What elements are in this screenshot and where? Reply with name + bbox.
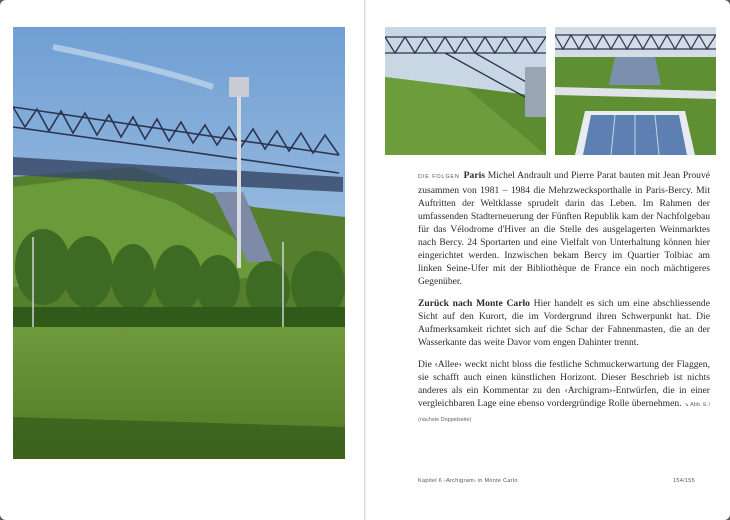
section-kicker: DIE FOLGEN [418,174,460,180]
bercy-photo-skylight [555,27,716,155]
article-text [418,169,710,436]
bercy-photo-main [13,27,345,459]
paragraph-body: Hier handelt es sich um eine abschliessende Sicht auf den Kurort, die im Vordergrund ihren Schwerpunkt hat. Die Aufmerksamkeit richtet sich auf die Schar der Fahnenmasten, die an der Wasserkante das weite Davor vom engen Dahinter trennt. [418,298,710,348]
paragraph-lead: Paris [463,170,485,181]
bercy-photo-truss [385,27,546,155]
paragraph-allee [418,358,710,427]
page-numbers: 154/155 [673,478,695,484]
figure-reference: ↘ Abb. E / (nächste Doppelseite) [418,402,710,423]
paragraph-paris [418,169,710,288]
chapter-footer: Kapitel 6 ‹Archigram› in Monte Carlo [418,478,518,484]
paragraph-body: Die ‹Allee› weckt nicht bloss die festliche Schmuckerwartung der Flaggen, sie schafft auch einen künstlichen Horizont. Dieser Beschrieb ist nichts anderes als ein Kommentar zu den ‹Archigram›-Entwürfen, die in einer vergleichbaren Lage eine ebenso vordergründige Rolle übernehmen. [418,359,710,409]
paragraph-body: Michel Andrault und Pierre Parat bauten mit Jean Prouvé zusammen von 1981 – 1984 die Mehrzwecksporthalle in Paris-Bercy. Mit Auftritten der Weltklasse sprudelt darin das Leben. Im Rahmen der umfassenden Stadterneuerung der Fünften Republik kam der Nachfolgebau für das Vélodrome d'Hiver an die Stelle des ausgelagerten Weinmarktes nach Bercy. 24 Sportarten und eine Vielfalt von Unterhaltung können hier eingerichtet werden. Inzwischen bekam Bercy im Quartier Tolbiac am linken Seine-Ufer mit der Bibliothèque de France ein noch mächtigeres Gegenüber. [418,170,710,287]
paragraph-monte-carlo [418,297,710,349]
paragraph-lead: Zurück nach Monte Carlo [418,298,530,309]
book-gutter [364,0,366,520]
